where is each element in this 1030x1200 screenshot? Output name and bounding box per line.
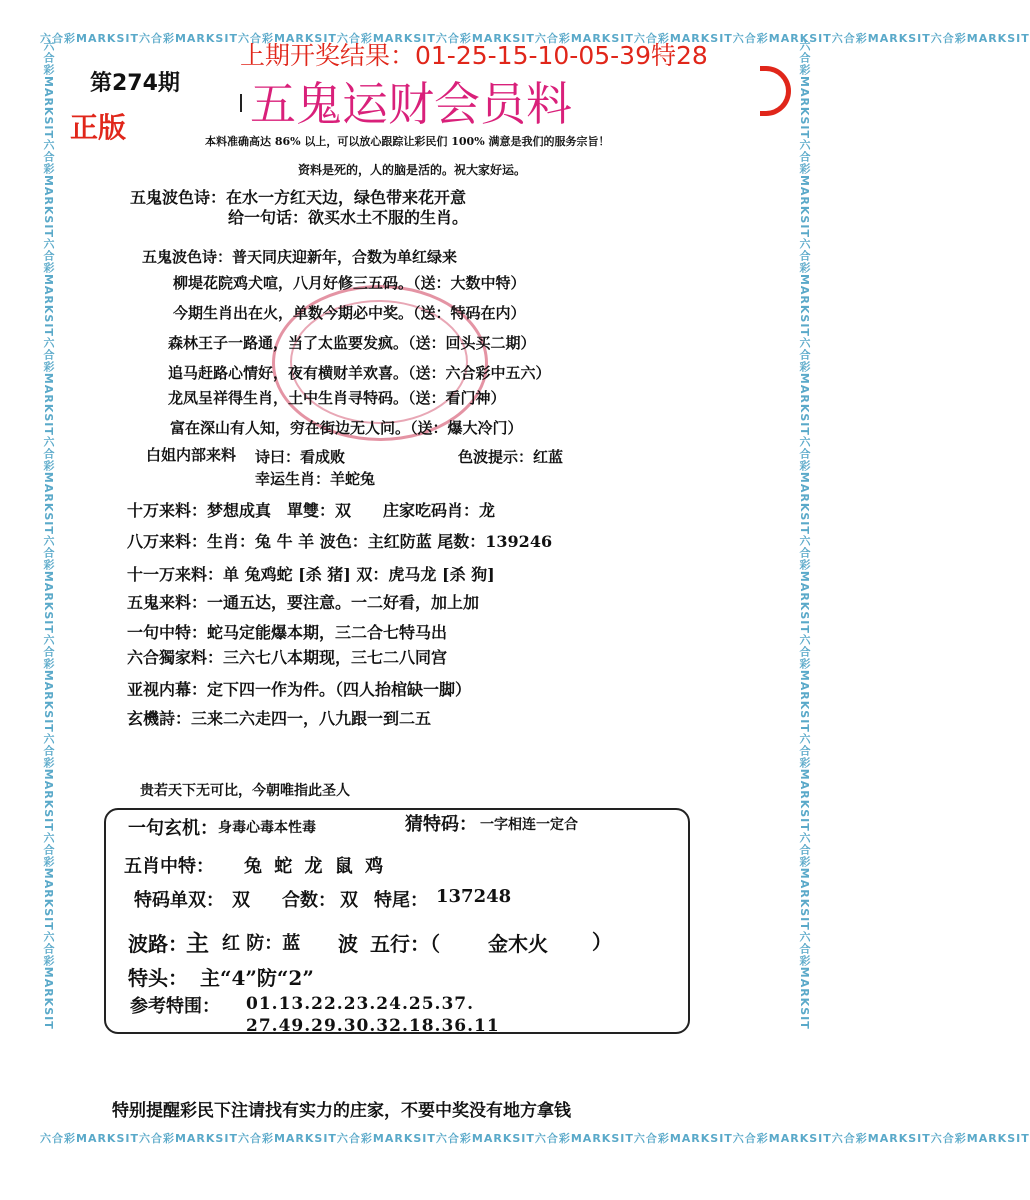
element-close: ） [592, 930, 612, 954]
border-watermark-top: 六合彩MARKSIT六合彩MARKSIT六合彩MARKSIT六合彩MARKSIT六合彩MARKSIT六合彩MARKSIT六合彩MARKSIT六合彩MARKSIT六合彩MARKSIT六合彩MARKSIT [40, 32, 1030, 45]
issue-number: 第274期 [90, 71, 180, 96]
xuanji-label: 一句玄机： [128, 818, 218, 839]
reference-label: 参考特围： [130, 996, 220, 1017]
five-zodiac-label: 五肖中特： [124, 856, 214, 877]
border-watermark-right: 六合彩MARKSIT六合彩MARKSIT六合彩MARKSIT六合彩MARKSIT六合彩MARKSIT六合彩MARKSIT六合彩MARKSIT六合彩MARKSIT六合彩MARKSIT六合彩MARKSIT [798, 40, 811, 1030]
xuanji-text: 身毒心毒本性毒 [218, 820, 316, 836]
head-text: 主“4”防“2” [200, 966, 314, 990]
wave-word: 波 [338, 932, 358, 956]
material-five-ghost: 五鬼来料：一通五达，要注意。一二好看，加上加 [127, 593, 480, 612]
poem2-line-2: 今期生肖出在火，单数今期必中奖。（送：特码在内） [173, 304, 526, 322]
red-mark [760, 66, 791, 116]
verse: 贵若天下无可比，今朝唯指此圣人 [140, 783, 350, 799]
poem2-line-3: 森林王子一路通，当了太监要发疯。（送：回头买二期） [168, 334, 536, 352]
color-hint: 色波提示：红蓝 [458, 448, 564, 466]
element-text: 金木火 [488, 932, 548, 956]
slogan-1: 本料准确高达 86% 以上，可以放心跟踪让彩民们 100% 满意是我们的服务宗旨！ [205, 135, 610, 148]
sum-text: 双 [340, 890, 358, 911]
odd-even-text: 双 [232, 890, 250, 911]
material-atv: 亚视内幕：定下四一作为件。（四人抬棺缺一脚） [127, 680, 472, 699]
material-110k: 十一万来料：单 兔鸡蛇 [杀 猪] 双：虎马龙 [杀 狗] [127, 565, 495, 584]
wave-label: 波路： [128, 932, 188, 956]
sum-label: 合数： [282, 890, 336, 911]
poem2-line-1: 柳堤花院鸡犬喧，八月好修三五码。（送：大数中特） [173, 274, 526, 292]
page-title: 五鬼运财会员料 [250, 77, 572, 131]
material-one-line: 一句中特：蛇马定能爆本期，三二合七特马出 [127, 623, 448, 642]
inner-source-label: 白姐内部来料 [146, 446, 237, 464]
material-80k: 八万来料：生肖：兔 牛 羊 波色：主红防蓝 尾数：139246 [127, 532, 553, 551]
reference-line-1: 01.13.22.23.24.25.37. [246, 994, 475, 1014]
guess-text: 一字相连一定合 [480, 817, 578, 833]
slogan-2: 资料是死的，人的脑是活的。祝大家好运。 [298, 163, 527, 177]
border-watermark-left: 六合彩MARKSIT六合彩MARKSIT六合彩MARKSIT六合彩MARKSIT六合彩MARKSIT六合彩MARKSIT六合彩MARKSIT六合彩MARKSIT六合彩MARKSIT六合彩MARKSIT [42, 40, 55, 1030]
odd-even-label: 特码单双： [134, 890, 224, 911]
guess-label: 猜特码： [405, 814, 477, 835]
title-divider [240, 94, 242, 112]
poem2-head: 五鬼波色诗：普天同庆迎新年，合数为单红绿来 [142, 248, 458, 266]
material-100k: 十万来料：梦想成真 單雙：双 庄家吃码肖：龙 [127, 501, 496, 520]
footer-notice: 特别提醒彩民下注请找有实力的庄家，不要中奖没有地方拿钱 [112, 1101, 571, 1121]
poem2-line-5: 龙凤呈祥得生肖，土中生肖寻特码。（送：看门神） [168, 389, 506, 407]
reference-line-2: 27.49.29.30.32.18.36.11 [246, 1016, 500, 1036]
head-label: 特头： [128, 966, 188, 990]
poem2-line-6: 富在深山有人知，穷在街边无人问。（送：爆大冷门） [170, 419, 523, 437]
material-mystic-poem: 玄機詩：三来二六走四一，八九跟一到二五 [127, 709, 432, 728]
tail-text: 137248 [436, 886, 512, 907]
last-result: 上期开奖结果：01-25-15-10-05-39特28 [240, 41, 708, 70]
five-zodiac-text: 兔 蛇 龙 鼠 鸡 [244, 856, 387, 877]
tail-label: 特尾： [374, 890, 428, 911]
wave-text: 红 防：蓝 [222, 933, 301, 954]
wave-main: 主 [186, 930, 209, 957]
poem2-line-4: 追马赶路心情好，夜有横财羊欢喜。（送：六合彩中五六） [168, 364, 551, 382]
inner-source-text: 诗曰：看成败 [255, 448, 346, 466]
element-label: 五行：（ [370, 932, 440, 956]
material-exclusive: 六合獨家料：三六七八本期现，三七二八同宫 [127, 648, 448, 667]
poem1-line2: 给一句话：欲买水土不服的生肖。 [228, 208, 469, 227]
border-watermark-bottom: 六合彩MARKSIT六合彩MARKSIT六合彩MARKSIT六合彩MARKSIT六合彩MARKSIT六合彩MARKSIT六合彩MARKSIT六合彩MARKSIT六合彩MARKSIT六合彩MARKSIT [40, 1132, 1030, 1145]
poem1-line1: 五鬼波色诗：在水一方红天边，绿色带来花开意 [130, 188, 467, 207]
lucky-zodiac: 幸运生肖：羊蛇兔 [255, 470, 376, 488]
edition-label: 正版 [70, 111, 127, 144]
